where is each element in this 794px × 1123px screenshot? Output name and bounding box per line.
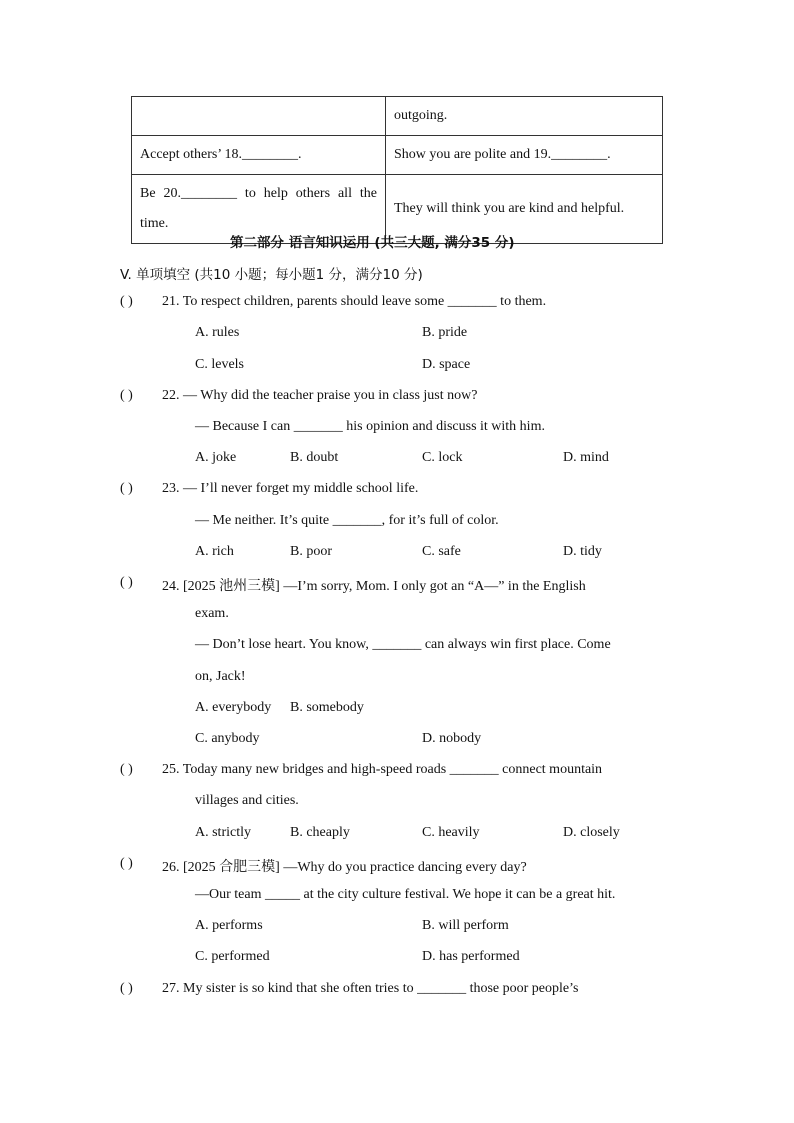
option-c: C. performed bbox=[195, 949, 270, 964]
answer-paren[interactable]: ( ) bbox=[120, 856, 133, 871]
question-stem-cont: villages and cities. bbox=[195, 793, 299, 808]
question-stem: 21. To respect children, parents should leave some _______ to them. bbox=[162, 294, 547, 309]
option-c: C. lock bbox=[422, 450, 463, 465]
question-stem-line2: — Don’t lose heart. You know, _______ can always win first place. Come bbox=[195, 637, 611, 652]
option-b: B. will perform bbox=[422, 918, 509, 933]
table-cell: Accept others’ 18.________. bbox=[132, 136, 386, 175]
cell-line: Be 20.________ to help others all the bbox=[140, 186, 377, 201]
answer-paren[interactable]: ( ) bbox=[120, 294, 133, 309]
option-d: D. space bbox=[422, 357, 471, 372]
answer-paren[interactable]: ( ) bbox=[120, 575, 133, 590]
option-b: B. doubt bbox=[290, 450, 339, 465]
option-b: B. pride bbox=[422, 325, 468, 340]
table-cell bbox=[132, 97, 386, 136]
option-c: C. anybody bbox=[195, 731, 260, 746]
option-a: A. rules bbox=[195, 325, 240, 340]
subsection-title: V. 单项填空 (共10 小题；每小题1 分，满分10 分) bbox=[120, 267, 423, 283]
question-stem: 26. [2025 合肥三模] —Why do you practice dancing every day? bbox=[162, 860, 527, 875]
question-stem: 25. Today many new bridges and high-speed roads _______ connect mountain bbox=[162, 762, 603, 777]
info-table bbox=[131, 96, 663, 244]
table-cell: They will think you are kind and helpful. bbox=[386, 175, 663, 244]
option-d: D. tidy bbox=[563, 544, 602, 559]
question-stem-line2: —Our team _____ at the city culture festival. We hope it can be a great hit. bbox=[195, 887, 616, 902]
cell-line: time. bbox=[140, 216, 169, 231]
answer-paren[interactable]: ( ) bbox=[120, 981, 133, 996]
option-d: D. closely bbox=[563, 825, 620, 840]
option-a: A. joke bbox=[195, 450, 237, 465]
question-stem-line2: — Me neither. It’s quite _______, for it’s full of color. bbox=[195, 513, 499, 528]
table-row bbox=[132, 97, 663, 136]
option-d: D. has performed bbox=[422, 949, 520, 964]
table-row bbox=[132, 136, 663, 175]
option-c: C. safe bbox=[422, 544, 461, 559]
option-b: B. somebody bbox=[290, 700, 364, 715]
question-stem: 24. [2025 池州三模] —I’m sorry, Mom. I only got an “A—” in the English bbox=[162, 579, 586, 594]
option-a: A. rich bbox=[195, 544, 234, 559]
option-c: C. levels bbox=[195, 357, 244, 372]
option-a: A. strictly bbox=[195, 825, 251, 840]
section-title: 第二部分 语言知识运用 (共三大题, 满分35 分) bbox=[230, 235, 515, 251]
option-b: B. poor bbox=[290, 544, 332, 559]
answer-paren[interactable]: ( ) bbox=[120, 388, 133, 403]
option-a: A. everybody bbox=[195, 700, 272, 715]
question-stem: 27. My sister is so kind that she often tries to _______ those poor people’s bbox=[162, 981, 579, 996]
question-stem-line2: — Because I can _______ his opinion and discuss it with him. bbox=[195, 419, 545, 434]
table-cell: outgoing. bbox=[386, 97, 663, 136]
question-stem: 22. — Why did the teacher praise you in class just now? bbox=[162, 388, 478, 403]
answer-paren[interactable]: ( ) bbox=[120, 481, 133, 496]
question-stem-line2-cont: on, Jack! bbox=[195, 669, 246, 684]
option-c: C. heavily bbox=[422, 825, 480, 840]
question-stem-cont: exam. bbox=[195, 606, 229, 621]
option-d: D. nobody bbox=[422, 731, 482, 746]
table-cell: Show you are polite and 19.________. bbox=[386, 136, 663, 175]
option-b: B. cheaply bbox=[290, 825, 350, 840]
answer-paren[interactable]: ( ) bbox=[120, 762, 133, 777]
question-stem: 23. — I’ll never forget my middle school life. bbox=[162, 481, 419, 496]
option-a: A. performs bbox=[195, 918, 263, 933]
option-d: D. mind bbox=[563, 450, 609, 465]
